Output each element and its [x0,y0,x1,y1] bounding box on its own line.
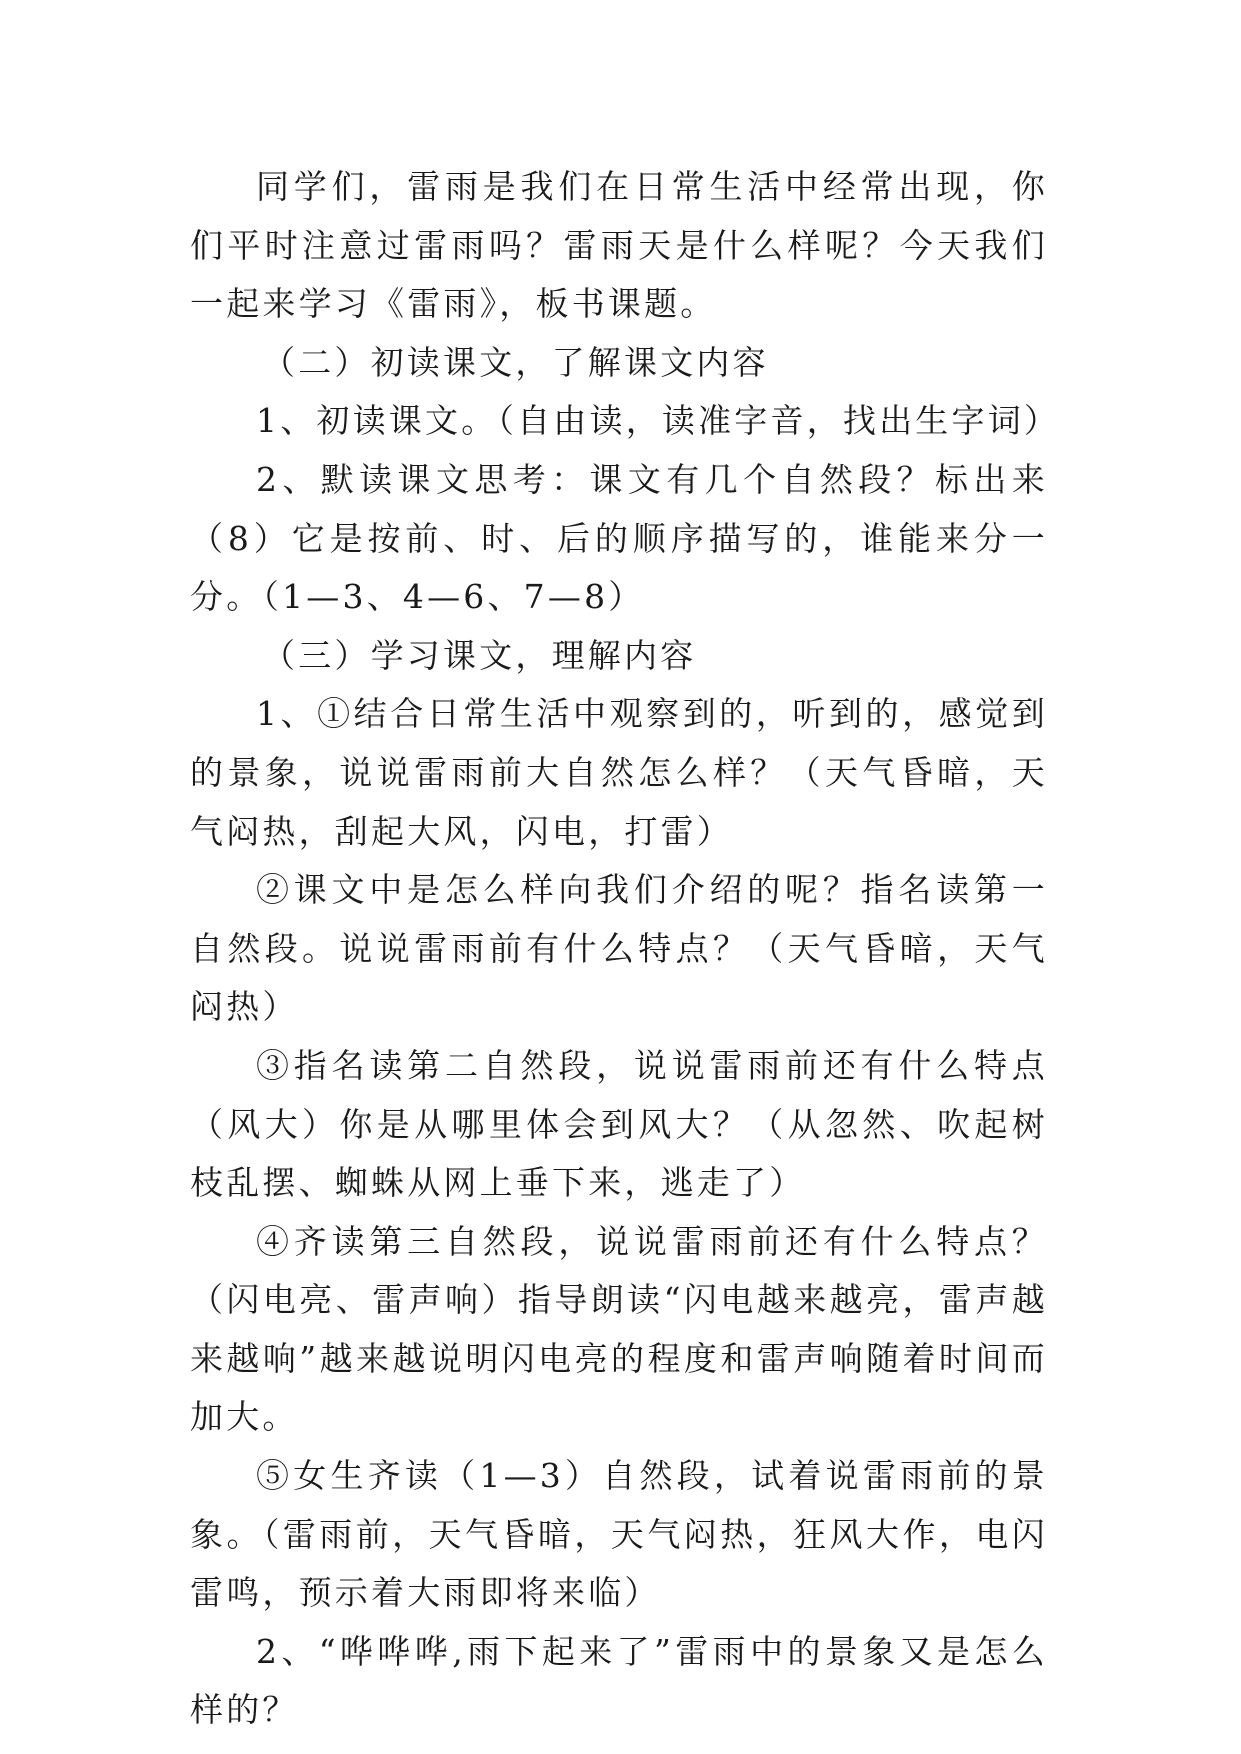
paragraph-study-2: ②课文中是怎么样向我们介绍的呢？指名读第一自然段。说说雷雨前有什么特点？（天气昏暗，天气闷热） [190,870,1048,1027]
document-body [190,158,1061,1740]
paragraph-rain-scene: 2、“哗哗哗,雨下起来了”雷雨中的景象又是怎么样的？ [190,1631,1048,1730]
paragraph-study-1: 1、①结合日常生活中观察到的，听到的，感觉到的景象，说说雷雨前大自然怎么样？（天气昏暗，天气闷热，刮起大风，闪电，打雷） [190,694,1048,851]
paragraph-step-2: 2、默读课文思考：课文有几个自然段？标出来（8）它是按前、时、后的顺序描写的，谁能来分一分。（1—3、4—6、7—8） [190,459,1048,617]
paragraph-intro: 同学们，雷雨是我们在日常生活中经常出现，你们平时注意过雷雨吗？雷雨天是什么样呢？今天我们一起来学习《雷雨》，板书课题。 [190,167,1048,324]
paragraph-step-1: 1、初读课文。（自由读，读准字音，找出生字词） [256,401,1061,441]
paragraph-study-3: ③指名读第二自然段，说说雷雨前还有什么特点（风大）你是从哪里体会到风大？（从忽然、吹起树枝乱摆、蜘蛛从网上垂下来，逃走了） [190,1045,1048,1203]
paragraph-study-5: ⑤女生齐读（1—3）自然段，试着说雷雨前的景象。（雷雨前，天气昏暗，天气闷热，狂风大作，电闪雷鸣，预示着大雨即将来临） [190,1456,1048,1613]
section-heading-3: （三）学习课文，理解内容 [262,635,697,675]
paragraph-study-4: ④齐读第三自然段，说说雷雨前还有什么特点？（闪电亮、雷声响）指导朗读“闪电越来越亮，雷声越来越响”越来越说明闪电亮的程度和雷声响随着时间而加大。 [190,1221,1048,1437]
section-heading-2: （二）初读课文，了解课文内容 [262,342,769,382]
